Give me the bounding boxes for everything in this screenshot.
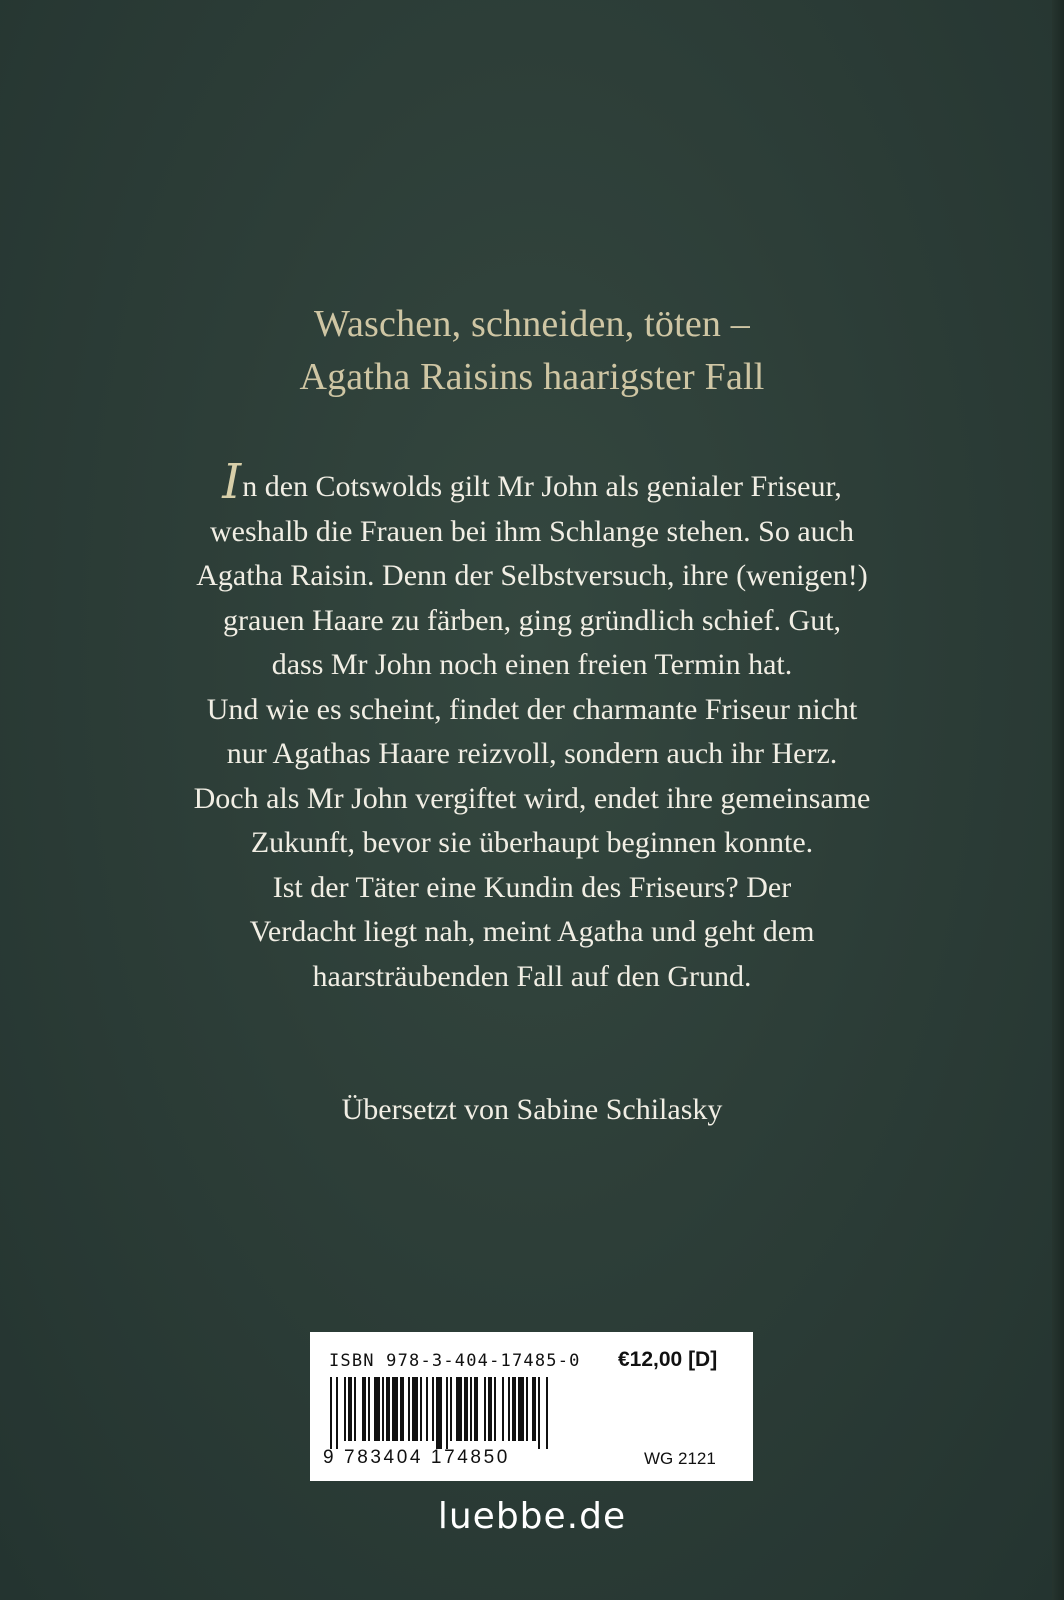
barcode-bar [344,1377,346,1441]
translator-credit: Übersetzt von Sabine Schilasky [341,1093,723,1126]
barcode-bar [450,1377,452,1441]
blurb-line: Zukunft, bevor sie überhaupt beginnen konnte. [250,826,814,859]
barcode-bar [336,1377,338,1449]
blurb-line: dass Mr John noch einen freien Termin hat. [271,648,793,681]
barcode-bar [518,1377,524,1441]
blurb-line: Doch als Mr John vergiftet wird, endet ihre gemeinsame [193,781,871,815]
barcode-bar [470,1377,472,1441]
barcode-bar [484,1377,486,1441]
barcode-bar [330,1377,332,1449]
blurb-first-line: n den Cotswolds gilt Mr John als genialer Friseur, [242,470,842,503]
barcode-bar [488,1377,492,1441]
blurb-line: grauen Haare zu färben, ging gründlich schief. Gut, [222,603,842,637]
barcode-bar [374,1377,380,1441]
barcode-digits: 9 783404 174850 [323,1447,510,1468]
barcode-bar [432,1377,434,1441]
barcode-bar [502,1377,504,1441]
price-label: €12,00 [D] [618,1348,718,1371]
barcode-bar [512,1377,516,1441]
tagline-line-1: Waschen, schneiden, töten – [313,303,751,345]
barcode-bar [532,1377,536,1441]
barcode-bar [538,1377,540,1449]
blurb-line: weshalb die Frauen bei ihm Schlange stehen. So auch [209,514,854,548]
publisher-url[interactable]: luebbe.de [437,1496,627,1537]
barcode-bar [426,1377,428,1441]
blurb-line: Und wie es scheint, findet der charmante Friseur nicht [206,692,858,726]
barcode-bar [400,1377,404,1441]
isbn-number: ISBN 978-3-404-17485-0 [329,1351,581,1371]
barcode-bar [420,1377,422,1441]
blurb-line: Agatha Raisin. Denn der Selbstversuch, ihre (wenigen!) [196,559,868,592]
blurb-line [0,454,1064,510]
barcode-bar [392,1377,398,1441]
isbn-barcode-label [310,1332,753,1481]
blurb-line: nur Agathas Haare reizvoll, sondern auch ihr Herz. [226,737,838,770]
blurb-line: Ist der Täter eine Kundin des Friseurs? Der [272,870,792,904]
barcode-bar [526,1377,528,1441]
barcode-bar [436,1377,442,1449]
warengruppe-code: WG 2121 [644,1449,716,1468]
drop-cap: I [222,454,242,510]
blurb [0,454,1064,999]
blurb-line: haarsträubenden Fall auf den Grund. [312,959,752,993]
barcode-bar [382,1377,384,1441]
tagline [0,298,1064,404]
barcode-bar [386,1377,390,1441]
barcode-bar [456,1377,462,1441]
barcode-bar [474,1377,478,1441]
barcode-bar [354,1377,356,1441]
barcode-bar [408,1377,410,1441]
barcode-bar [508,1377,510,1441]
barcode-bar [368,1377,370,1441]
barcode-icon [328,1377,606,1449]
barcode-bar [494,1377,496,1441]
barcode-bar [446,1377,448,1449]
barcode-bar [412,1377,418,1441]
barcode-bar [348,1377,352,1441]
barcode-bar [464,1377,468,1441]
blurb-line: Verdacht liegt nah, meint Agatha und geht dem [249,915,815,948]
barcode-bar [546,1377,548,1449]
barcode-bar [362,1377,366,1441]
tagline-line-2: Agatha Raisins haarigster Fall [299,356,765,398]
